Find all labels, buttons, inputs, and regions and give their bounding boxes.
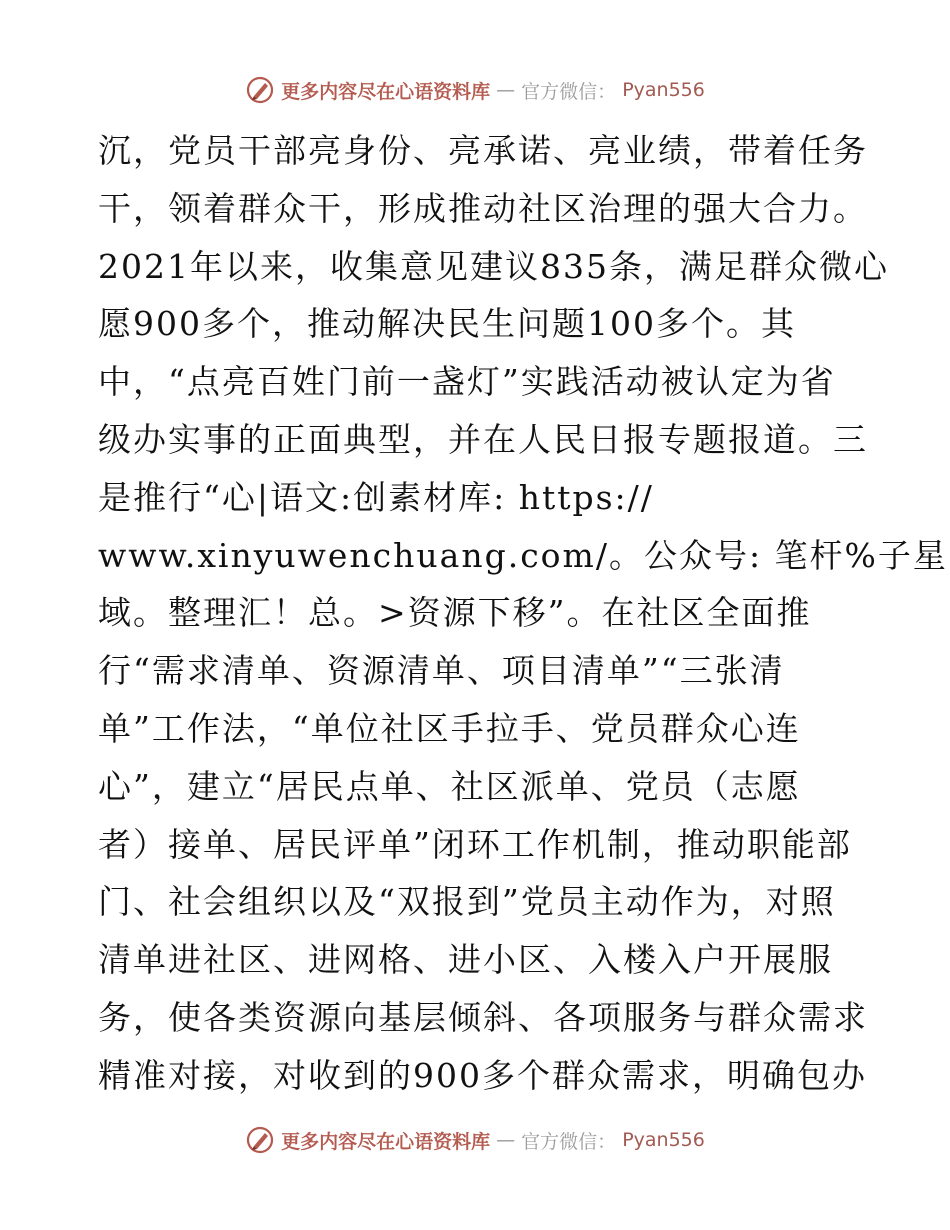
text-line: 清单进社区、进网格、进小区、入楼入户开展服 [98,940,833,980]
text-line: 心”，建立“居民点单、社区派单、党员（志愿 [98,766,801,806]
text-line: 单”工作法，“单位社区手拉手、党员群众心连 [98,708,801,748]
text-line: 是推行“心|语文:创素材库: https:// [98,477,654,517]
header-banner [0,70,950,110]
banner-title: 更多内容尽在心语资料库 [281,80,491,103]
text-line: 愿900多个，推动解决民生问题100多个。其 [98,304,796,344]
text-line: www.xinyuwenchuang.com/。公众号: 笔杆%子星 [98,535,948,575]
text-line: 门、社会组织以及“双报到”党员主动作为，对照 [98,882,836,922]
text-line: 2021年以来，收集意见建议835条，满足群众微心 [98,246,889,286]
banner-dash: — [496,79,516,101]
banner-dash: — [496,1129,516,1151]
banner-wechat-label: 官方微信： [521,1130,617,1153]
pen-logo-icon [245,75,275,105]
text-line: 域。整理汇！总。>资源下移”。在社区全面推 [98,593,812,633]
banner-wechat-id: Pyan556 [622,1129,705,1151]
banner-title: 更多内容尽在心语资料库 [281,1130,491,1153]
footer-banner [0,1120,950,1160]
text-line: 中，“点亮百姓门前一盏灯”实践活动被认定为省 [98,362,836,402]
banner-wechat-label: 官方微信： [521,80,617,103]
banner-wechat-id: Pyan556 [622,79,705,101]
text-line: 干，领着群众干，形成推动社区治理的强大合力。 [98,188,868,228]
text-line: 者）接单、居民评单”闭环工作机制，推动职能部 [98,824,852,864]
text-line: 沉，党员干部亮身份、亮承诺、亮业绩，带着任务 [98,131,868,170]
text-line: 精准对接，对收到的900多个群众需求，明确包办 [98,1055,867,1095]
text-line: 级办实事的正面典型，并在人民日报专题报道。三 [98,419,868,459]
body-text [98,122,948,1105]
text-line: 务，使各类资源向基层倾斜、各项服务与群众需求 [98,997,868,1037]
text-line: 行“需求清单、资源清单、项目清单”“三张清 [98,651,785,691]
pen-logo-icon [245,1125,275,1155]
